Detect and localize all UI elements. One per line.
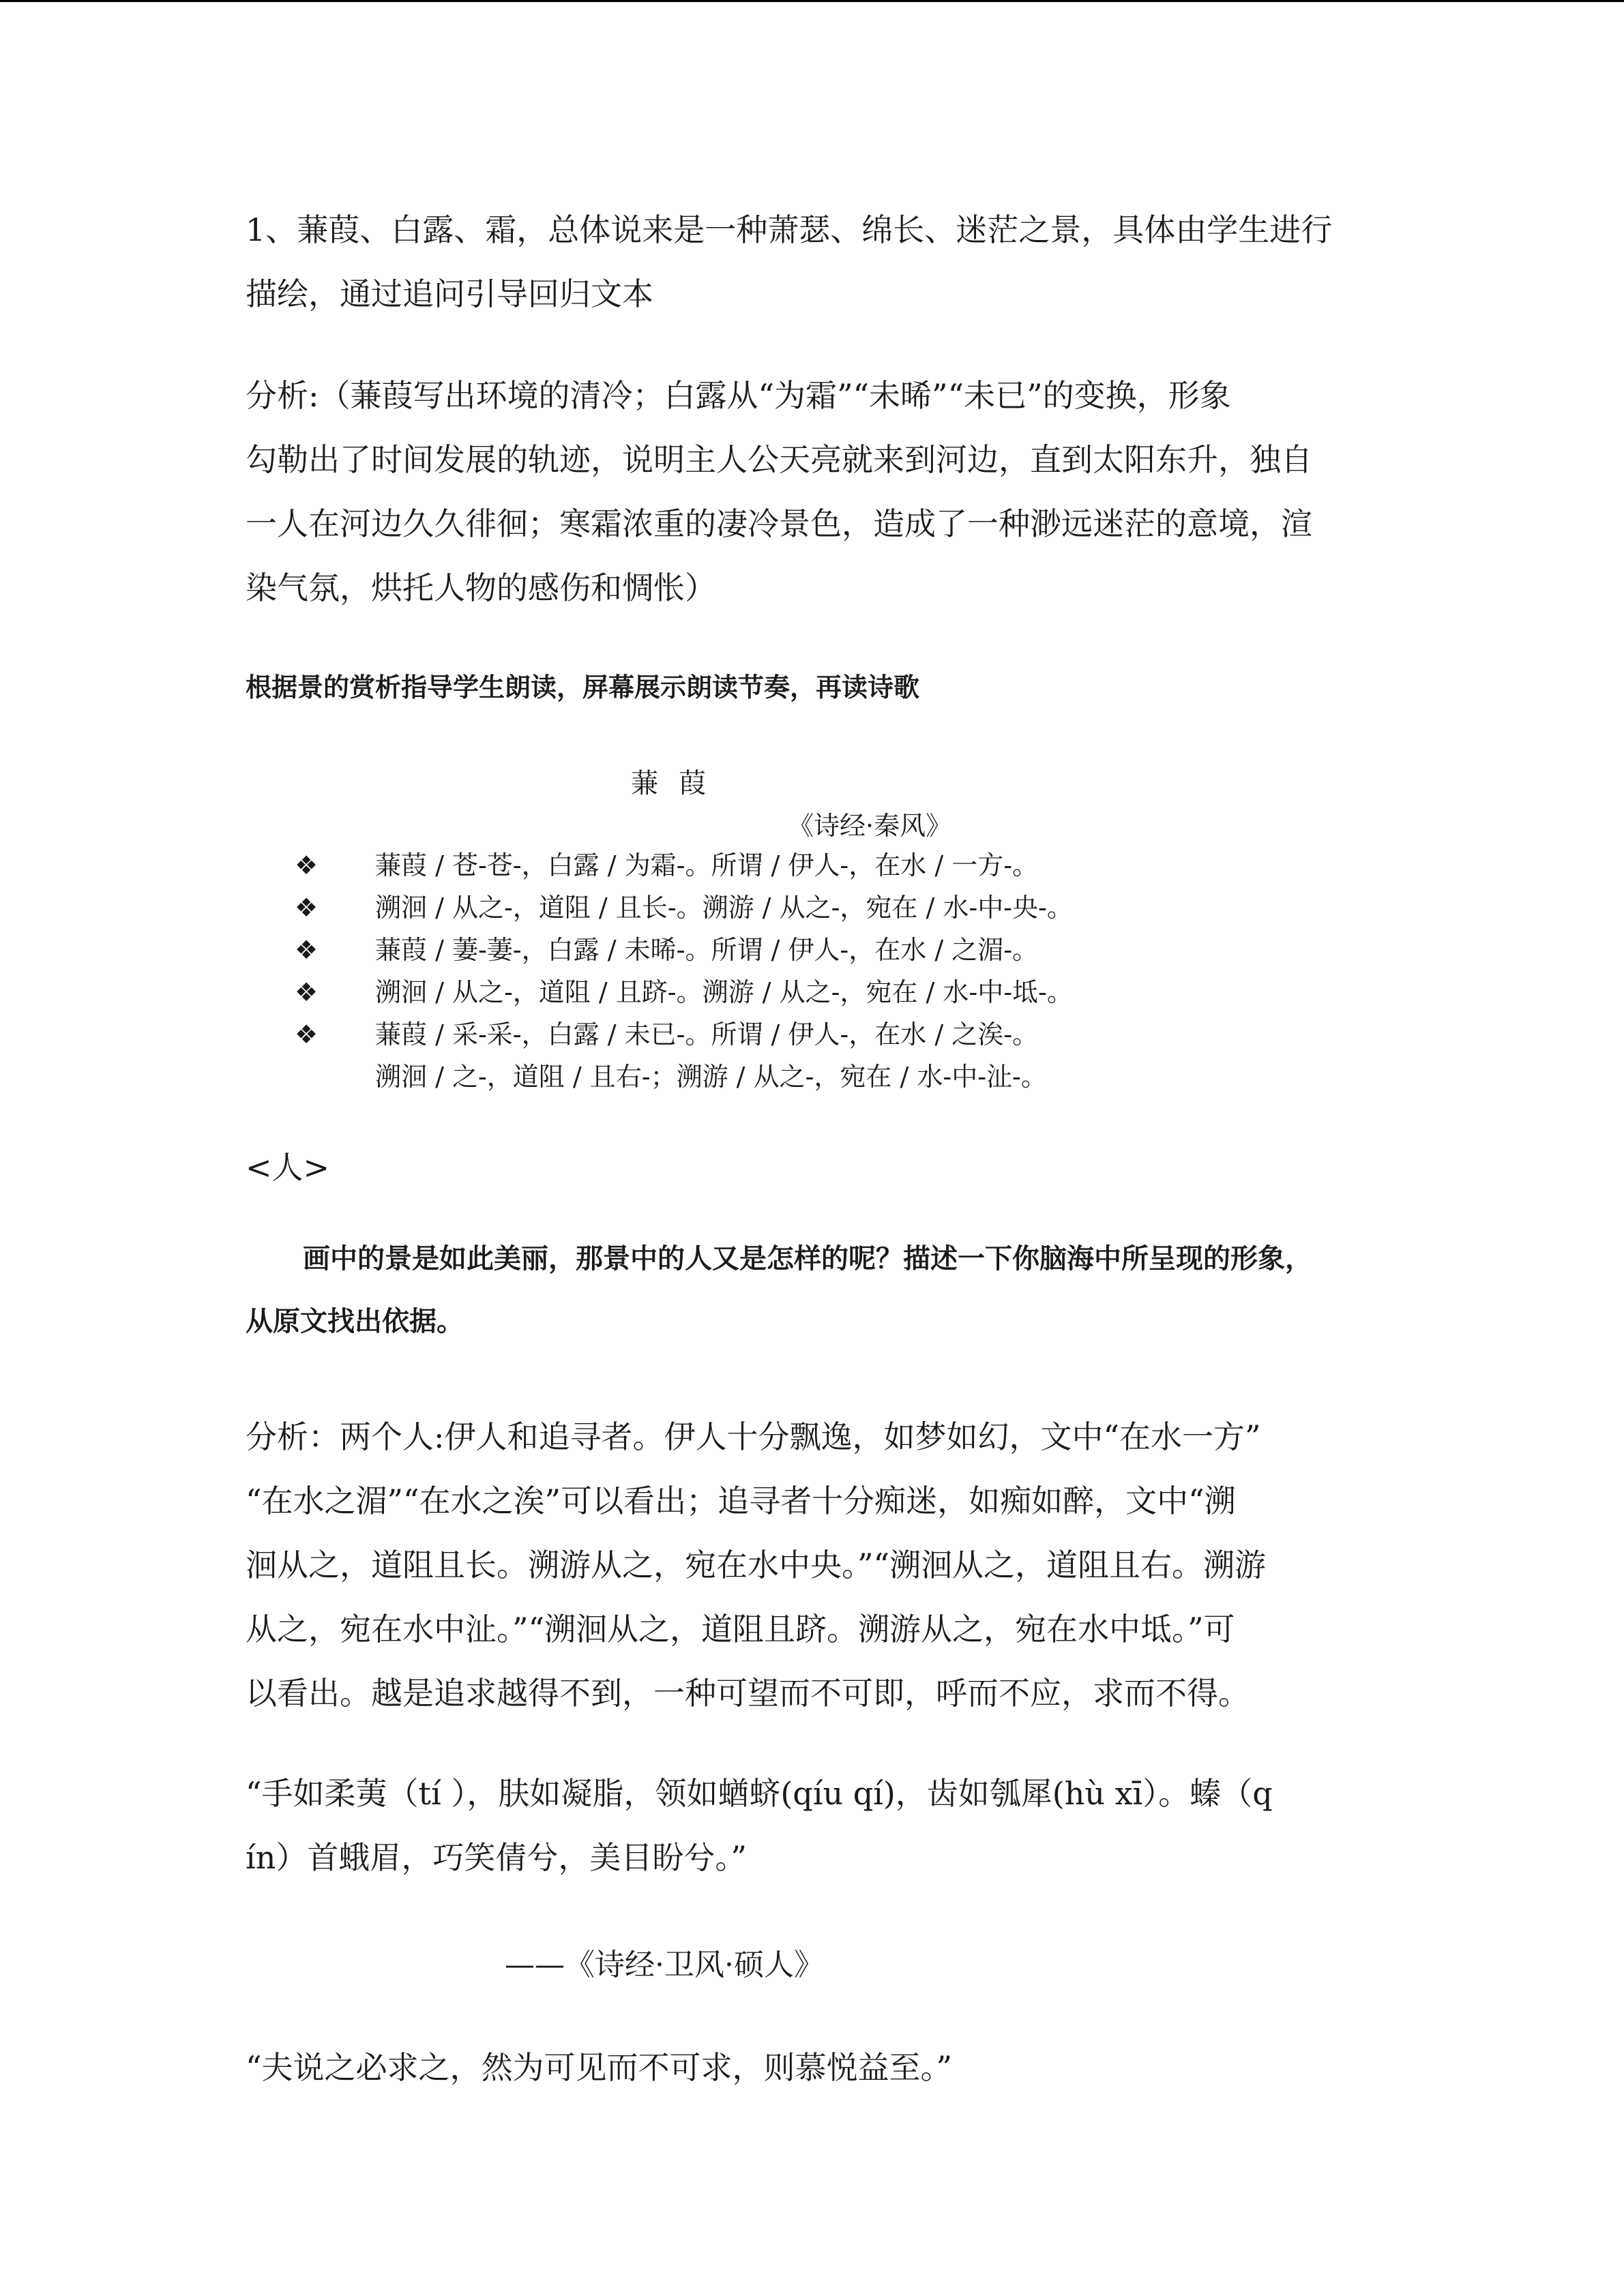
final-quote-text: “夫说之必求之，然为可见而不可求，则慕悦益至。” — [246, 2049, 953, 2086]
final-quote — [246, 2036, 1391, 2100]
scenery-analysis-line-2: 勾勒出了时间发展的轨迹，说明主人公天亮就来到河边，直到太阳东升，独自 — [246, 441, 1312, 478]
poem-line-text: 蒹葭 / 萋-萋-，白露 / 未晞-。所谓 / 伊人-，在水 / 之湄-。 — [375, 935, 1039, 965]
poem-line-text: 溯洄 / 之-，道阻 / 且右-；溯游 / 从之-，宛在 / 水-中-沚-。 — [375, 1062, 1047, 1092]
diamond-bullet-icon: ❖ — [295, 977, 319, 1007]
shuoren-quote-line-2: ín）首蛾眉，巧笑倩兮，美目盼兮。” — [246, 1839, 747, 1876]
diamond-bullet-icon: ❖ — [295, 893, 319, 923]
scenery-analysis-line-1: 分析:（蒹葭写出环境的清冷；白露从“为霜”“未晞”“未已”的变换，形象 — [246, 377, 1231, 414]
scenery-answer — [246, 198, 1391, 326]
diamond-bullet-icon: ❖ — [295, 1019, 319, 1049]
person-heading-text: <人> — [246, 1149, 330, 1186]
poem-line-text: 溯洄 / 从之-，道阻 / 且长-。溯游 / 从之-，宛在 / 水-中-央-。 — [375, 893, 1073, 923]
person-heading — [246, 1135, 1391, 1199]
scenery-analysis-line-4: 染气氛，烘托人物的感伤和惆怅） — [246, 569, 716, 606]
shuoren-quote-line-1: “手如柔荑（tí ），肤如凝脂，领如蝤蛴(qíu qí)，齿如瓠犀(hù xī）。螓（q — [246, 1775, 1273, 1812]
poem-line — [246, 929, 1038, 971]
person-analysis-line-5: 以看出。越是追求越得不到，一种可望而不可即，呼而不应，求而不得。 — [246, 1675, 1250, 1712]
diamond-bullet-icon: ❖ — [295, 850, 319, 880]
shuoren-quote-source: ——《诗经·卫风·硕人》 — [505, 1948, 824, 1982]
poem-source: 《诗经·秦风》 — [788, 811, 952, 841]
person-question-line-1: 画中的景是如此美丽，那景中的人又是怎样的呢？描述一下你脑海中所呈现的形象， — [303, 1242, 1312, 1274]
person-analysis-line-4: 从之，宛在水中沚。”“溯洄从之，道阻且跻。溯游从之，宛在水中坻。”可 — [246, 1611, 1235, 1648]
poem-line-text: 蒹葭 / 苍-苍-，白露 / 为霜-。所谓 / 伊人-，在水 / 一方-。 — [375, 850, 1039, 880]
diamond-bullet-icon: ❖ — [295, 935, 319, 965]
person-analysis-line-1: 分析：两个人:伊人和追寻者。伊人十分飘逸，如梦如幻，文中“在水一方” — [246, 1418, 1261, 1455]
poem-line — [246, 844, 1038, 886]
poem-line — [246, 971, 1073, 1013]
scenery-answer-line-1: 1、蒹葭、白露、霜，总体说来是一种萧瑟、绵长、迷茫之景，具体由学生进行 — [246, 211, 1333, 248]
top-border-rule — [0, 0, 1624, 2]
person-analysis-line-2: “在水之湄”“在水之涘”可以看出；追寻者十分痴迷，如痴如醉，文中“溯 — [246, 1482, 1236, 1519]
reading-instruction — [246, 667, 1391, 708]
shuoren-quote — [246, 1761, 1391, 1890]
poem-line-text: 蒹葭 / 采-采-，白露 / 未已-。所谓 / 伊人-，在水 / 之涘-。 — [375, 1019, 1039, 1049]
poem-line — [246, 1013, 1038, 1056]
person-analysis — [246, 1405, 1391, 1725]
scenery-analysis — [246, 363, 1391, 620]
scenery-answer-line-2: 描绘，通过追问引导回归文本 — [246, 275, 653, 312]
person-analysis-line-3: 洄从之，道阻且长。溯游从之，宛在水中央。”“溯洄从之，道阻且右。溯游 — [246, 1547, 1267, 1583]
reading-instruction-text: 根据景的赏析指导学生朗读，屏幕展示朗读节奏，再读诗歌 — [246, 672, 920, 702]
person-question-line-2: 从原文找出依据。 — [246, 1305, 464, 1337]
poem-line — [246, 886, 1073, 929]
poem-title: 蒹葭 — [631, 768, 726, 799]
person-question — [246, 1227, 1391, 1353]
poem-line-text: 溯洄 / 从之-，道阻 / 且跻-。溯游 / 从之-，宛在 / 水-中-坻-。 — [375, 977, 1073, 1007]
poem-line — [246, 1056, 1047, 1098]
scenery-analysis-line-3: 一人在河边久久徘徊；寒霜浓重的凄冷景色，造成了一种渺远迷茫的意境，渲 — [246, 505, 1312, 542]
